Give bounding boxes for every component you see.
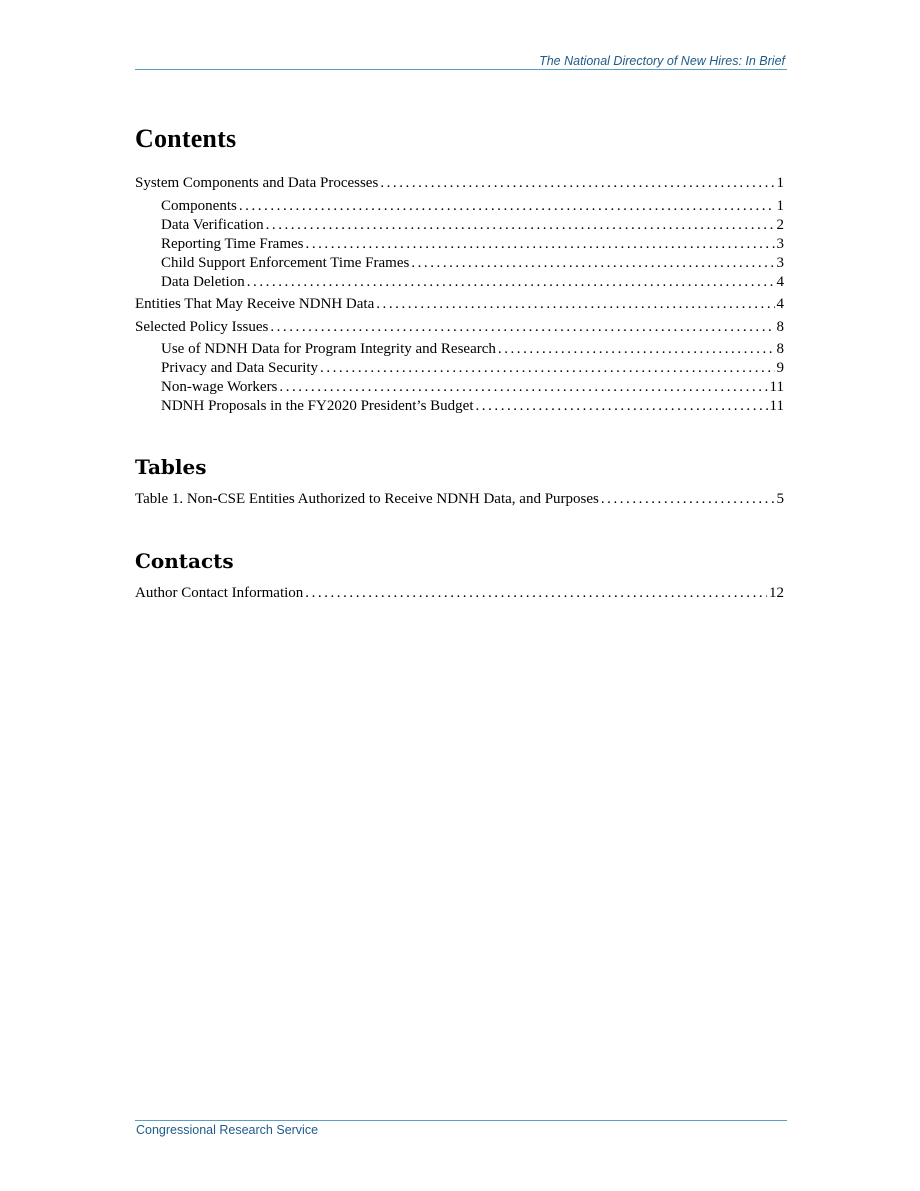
toc-leader-dots xyxy=(305,584,767,603)
toc-entry-page: 5 xyxy=(776,491,784,507)
toc-entry-title: Entities That May Receive NDNH Data xyxy=(135,296,375,312)
toc-leader-dots xyxy=(498,340,775,359)
toc-entry[interactable] xyxy=(161,378,784,397)
contents-heading: Contents xyxy=(135,124,237,153)
contacts-heading: Contacts xyxy=(135,549,234,573)
toc-entry[interactable] xyxy=(161,273,784,292)
header-rule xyxy=(135,69,787,70)
toc-entry-page: 8 xyxy=(776,341,784,357)
toc-entry-page: 4 xyxy=(776,274,784,290)
toc-entry[interactable] xyxy=(135,174,784,193)
toc-entry-title: System Components and Data Processes xyxy=(135,175,379,191)
toc-entry-page: 3 xyxy=(776,255,784,271)
toc-entry-page: 4 xyxy=(776,296,784,312)
toc-entry[interactable] xyxy=(161,197,784,216)
toc-entry-page: 9 xyxy=(776,360,784,376)
toc-entry[interactable] xyxy=(135,584,784,603)
toc-entry-page: 1 xyxy=(776,175,784,191)
toc-leader-dots xyxy=(306,235,775,254)
toc-leader-dots xyxy=(279,378,767,397)
toc-leader-dots xyxy=(411,254,774,273)
toc-leader-dots xyxy=(239,197,775,216)
toc-entry[interactable] xyxy=(161,340,784,359)
toc-entry-title: NDNH Proposals in the FY2020 President’s Budget xyxy=(161,398,474,414)
toc-entry-page: 12 xyxy=(769,585,784,601)
toc-entry-title: Selected Policy Issues xyxy=(135,319,269,335)
toc-entry-title: Privacy and Data Security xyxy=(161,360,319,376)
toc-entry[interactable] xyxy=(161,254,784,273)
toc-leader-dots xyxy=(476,397,768,416)
toc-leader-dots xyxy=(247,273,775,292)
toc-entry-page: 3 xyxy=(776,236,784,252)
toc-entry-page: 2 xyxy=(776,217,784,233)
toc-leader-dots xyxy=(266,216,775,235)
toc-entry-title: Use of NDNH Data for Program Integrity and Research xyxy=(161,341,496,357)
tables-heading: Tables xyxy=(135,455,207,479)
toc-leader-dots xyxy=(320,359,774,378)
toc-entry-title: Child Support Enforcement Time Frames xyxy=(161,255,410,271)
toc-entry[interactable] xyxy=(135,318,784,337)
toc-entry[interactable] xyxy=(161,216,784,235)
toc-entry-page: 8 xyxy=(776,319,784,335)
toc-entry[interactable] xyxy=(161,359,784,378)
toc-leader-dots xyxy=(380,174,774,193)
running-header: The National Directory of New Hires: In Brief xyxy=(539,54,785,68)
toc-entry[interactable] xyxy=(161,235,784,254)
toc-entry-title: Data Deletion xyxy=(161,274,245,290)
toc-entry[interactable] xyxy=(135,490,784,509)
toc-leader-dots xyxy=(270,318,774,337)
toc-entry-title: Non-wage Workers xyxy=(161,379,278,395)
toc-entry-page: 1 xyxy=(776,198,784,214)
toc-leader-dots xyxy=(376,295,774,314)
toc-entry-page: 11 xyxy=(769,379,784,395)
toc-entry-title: Data Verification xyxy=(161,217,264,233)
toc-entry-title: Components xyxy=(161,198,237,214)
toc-leader-dots xyxy=(601,490,775,509)
toc-entry-title: Table 1. Non-CSE Entities Authorized to Receive NDNH Data, and Purposes xyxy=(135,491,599,507)
toc-entry-page: 11 xyxy=(769,398,784,414)
toc-entry[interactable] xyxy=(135,295,784,314)
running-footer: Congressional Research Service xyxy=(136,1123,319,1137)
footer-rule xyxy=(135,1120,787,1121)
toc-entry[interactable] xyxy=(161,397,784,416)
toc-entry-title: Reporting Time Frames xyxy=(161,236,304,252)
toc-entry-title: Author Contact Information xyxy=(135,585,304,601)
